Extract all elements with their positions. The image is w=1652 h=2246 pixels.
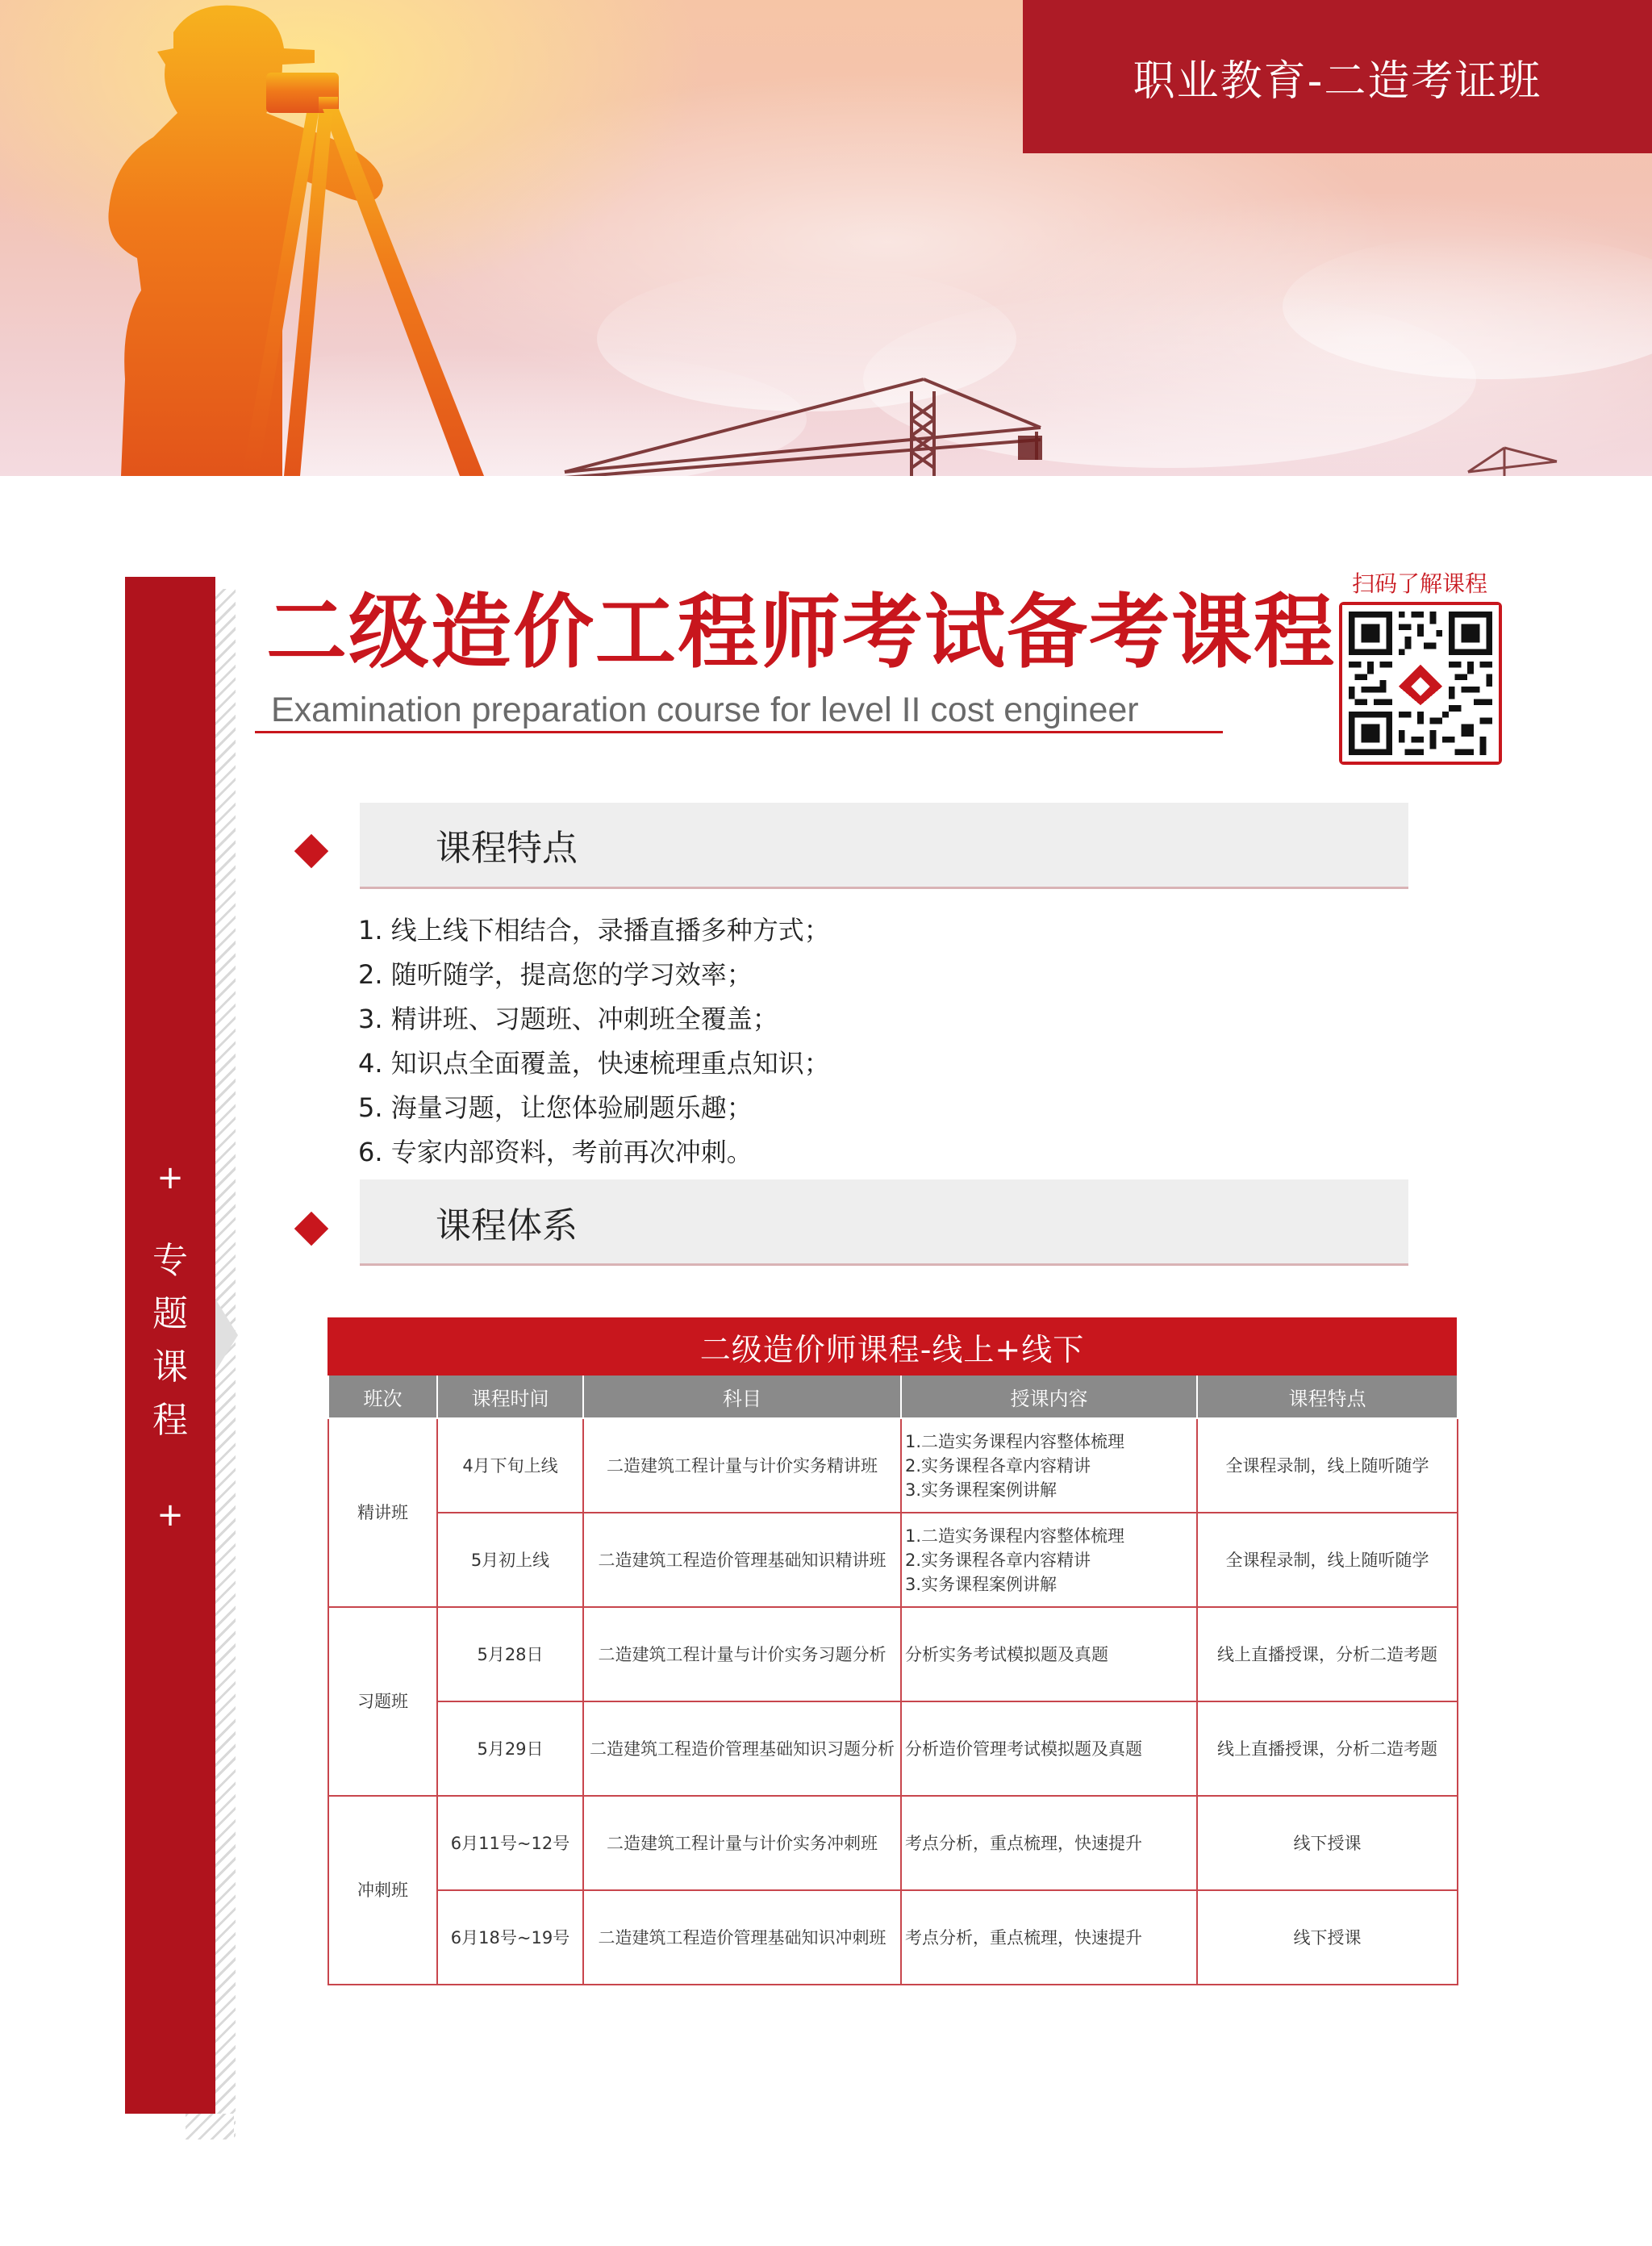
table-row (328, 1607, 1458, 1701)
content-line: 1.二造实务课程内容整体梳理 (905, 1526, 1125, 1546)
time-cell: 6月18号~19号 (437, 1890, 583, 1985)
table-header-row (328, 1376, 1458, 1418)
section-features-diamond-icon (294, 834, 328, 868)
feature-item: 3. 精讲班、习题班、冲刺班全覆盖； (358, 1004, 778, 1034)
sidebar-char-1: 专 (152, 1240, 188, 1281)
column-header: 课程时间 (437, 1376, 583, 1418)
qr-code-icon (1342, 605, 1499, 762)
content-line: 2.实务课程各章内容精讲 (905, 1455, 1091, 1476)
time-cell: 5月初上线 (437, 1513, 583, 1607)
content-cell (901, 1513, 1197, 1607)
sidebar-stripes-bottom (186, 2114, 234, 2140)
feature-item: 2. 随听随学，提高您的学习效率； (358, 959, 753, 990)
content-cell: 考点分析，重点梳理，快速提升 (901, 1890, 1197, 1985)
sidebar-char-2: 题 (152, 1293, 188, 1334)
content-cell: 考点分析，重点梳理，快速提升 (901, 1796, 1197, 1890)
time-cell: 5月28日 (437, 1607, 583, 1701)
column-header: 课程特点 (1197, 1376, 1458, 1418)
title-underline (255, 731, 1223, 733)
content-cell: 分析实务考试模拟题及真题 (901, 1607, 1197, 1701)
content-cell: 分析造价管理考试模拟题及真题 (901, 1701, 1197, 1796)
feature-item: 1. 线上线下相结合，录播直播多种方式； (358, 915, 830, 946)
hero-banner (0, 0, 1652, 476)
feature-cell: 线下授课 (1197, 1890, 1458, 1985)
time-cell: 5月29日 (437, 1701, 583, 1796)
table-row (328, 1418, 1458, 1513)
content-line: 2.实务课程各章内容精讲 (905, 1550, 1091, 1570)
table-row (328, 1513, 1458, 1607)
feature-cell: 线下授课 (1197, 1796, 1458, 1890)
table-row (328, 1890, 1458, 1985)
subject-cell: 二造建筑工程计量与计价实务冲刺班 (583, 1796, 901, 1890)
sidebar-plus-top: + (156, 1159, 184, 1196)
subject-cell: 二造建筑工程造价管理基础知识精讲班 (583, 1513, 901, 1607)
sidebar-notch (215, 1299, 238, 1371)
table-row (328, 1701, 1458, 1796)
column-header: 科目 (583, 1376, 901, 1418)
feature-item: 6. 专家内部资料，考前再次冲刺。 (358, 1137, 753, 1167)
sidebar-char-4: 程 (152, 1400, 188, 1441)
sidebar-plus-bottom: + (156, 1497, 184, 1534)
hero-tag: 职业教育-二造考证班 (1023, 0, 1652, 153)
time-cell: 6月11号~12号 (437, 1796, 583, 1890)
feature-cell: 全课程录制，线上随听随学 (1197, 1513, 1458, 1607)
features-list (358, 908, 1407, 1175)
subject-cell: 二造建筑工程计量与计价实务习题分析 (583, 1607, 901, 1701)
section-features-title: 课程特点 (436, 828, 578, 869)
feature-cell: 线上直播授课，分析二造考题 (1197, 1701, 1458, 1796)
sidebar-char-3: 课 (152, 1346, 188, 1388)
feature-item: 5. 海量习题，让您体验刷题乐趣； (358, 1092, 753, 1123)
qr-caption: 扫码了解课程 (1351, 570, 1487, 597)
subject-cell: 二造建筑工程计量与计价实务精讲班 (583, 1418, 901, 1513)
class-name-cell: 精讲班 (328, 1418, 437, 1607)
section-system-diamond-icon (294, 1212, 328, 1246)
column-header: 授课内容 (901, 1376, 1197, 1418)
content-line: 1.二造实务课程内容整体梳理 (905, 1431, 1125, 1451)
section-system-title: 课程体系 (436, 1205, 578, 1246)
table-row (328, 1796, 1458, 1890)
qr-code[interactable] (1339, 602, 1502, 765)
content-line: 3.实务课程案例讲解 (905, 1574, 1058, 1594)
feature-cell: 线上直播授课，分析二造考题 (1197, 1607, 1458, 1701)
content-line: 3.实务课程案例讲解 (905, 1480, 1058, 1500)
subject-cell: 二造建筑工程造价管理基础知识冲刺班 (583, 1890, 901, 1985)
content-cell (901, 1418, 1197, 1513)
subject-cell: 二造建筑工程造价管理基础知识习题分析 (583, 1701, 901, 1796)
class-name-cell: 习题班 (328, 1607, 437, 1796)
class-name-cell: 冲刺班 (328, 1796, 437, 1985)
feature-item: 4. 知识点全面覆盖，快速梳理重点知识； (358, 1048, 830, 1079)
feature-cell: 全课程录制，线上随听随学 (1197, 1418, 1458, 1513)
page-title: 二级造价工程师考试备考课程 (266, 585, 1336, 679)
time-cell: 4月下旬上线 (437, 1418, 583, 1513)
column-header: 班次 (328, 1376, 437, 1418)
page-subtitle: Examination preparation course for level II cost engineer (271, 691, 1139, 729)
course-table (327, 1376, 1458, 1985)
course-table-title: 二级造价师课程-线上+线下 (327, 1317, 1457, 1376)
